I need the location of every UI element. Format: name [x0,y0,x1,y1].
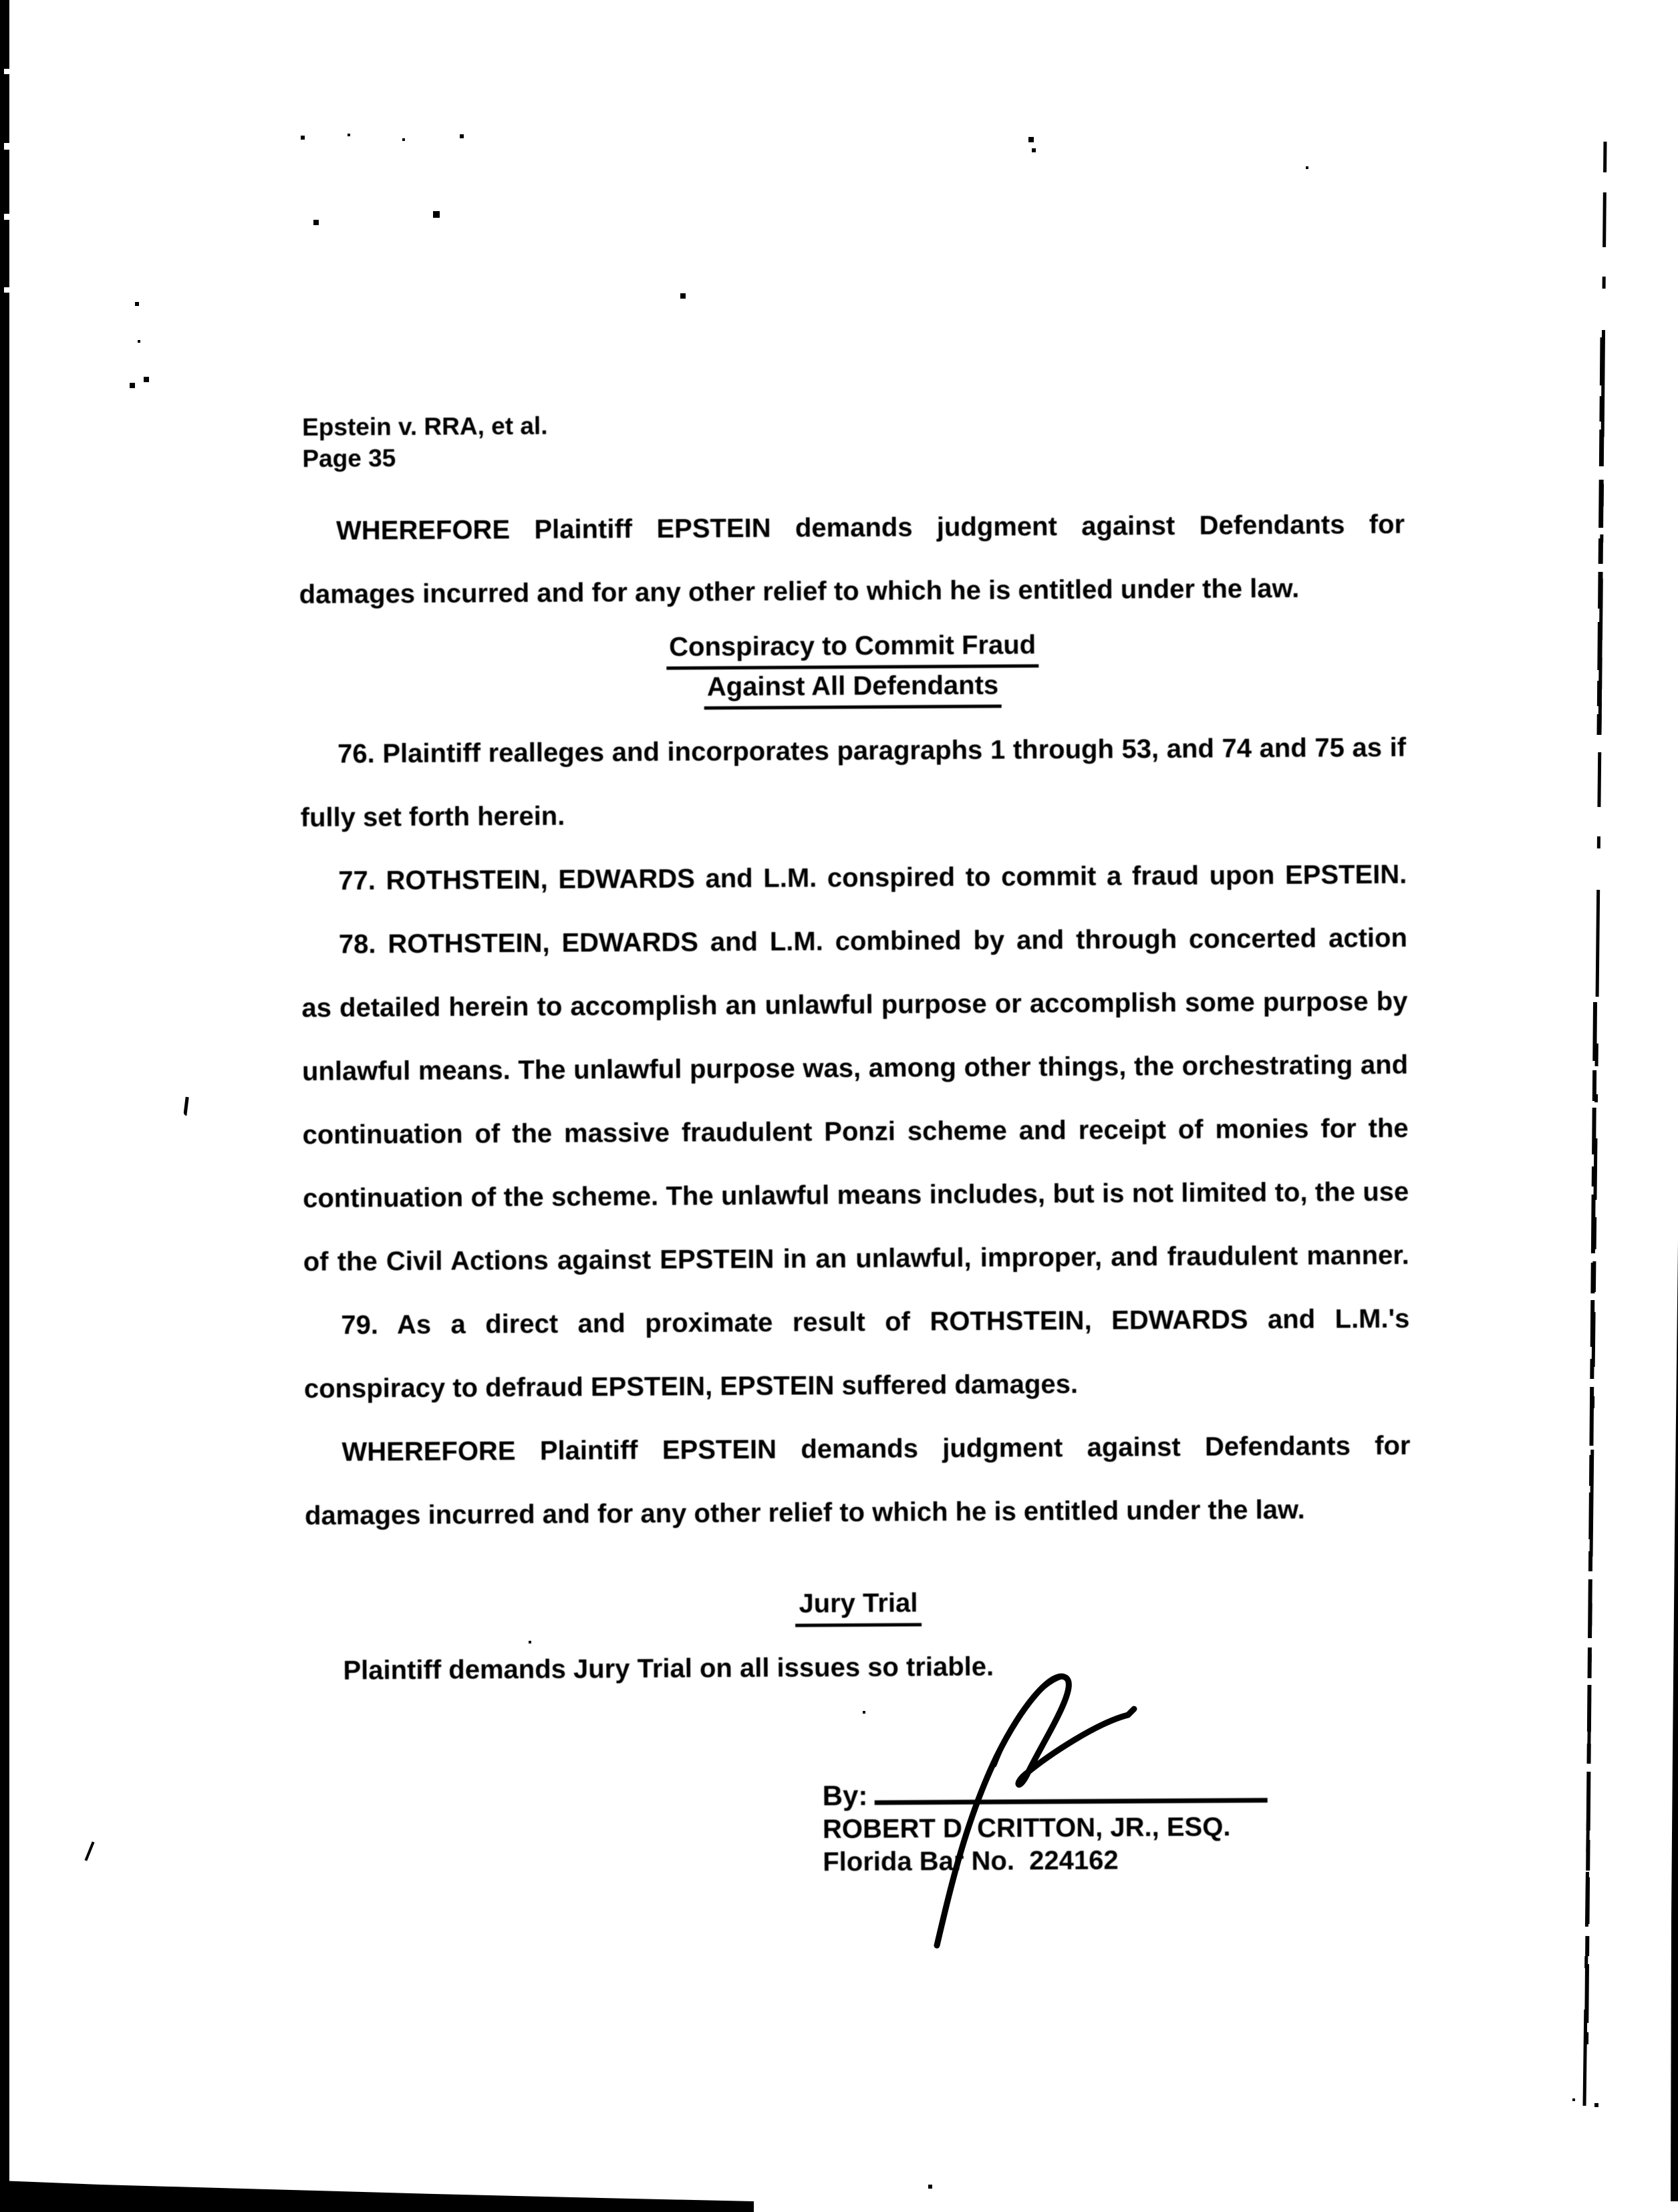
jury-trial-heading: Jury Trial [305,1583,1411,1630]
florida-bar-number: Florida Bar No. 224162 [823,1845,1119,1877]
by-label: By: [822,1779,868,1812]
count-heading-line1: Conspiracy to Commit Fraud [666,627,1038,669]
attorney-name: ROBERT D. CRITTON, JR., ESQ. [822,1812,1231,1845]
paragraph-wherefore-1: WHEREFORE Plaintiff EPSTEIN demands judgment against Defendants for damages incurred and for any other relief to which he is entitled under the law. [299,509,1405,609]
paragraph-79: 79. As a direct and proximate result of ROTHSTEIN, EDWARDS and L.M.'s conspiracy to defraud EPSTEIN, EPSTEIN suffered damages. [303,1303,1410,1404]
paragraph-wherefore-2: WHEREFORE Plaintiff EPSTEIN demands judgment against Defendants for damages incurred and for any other relief to which he is entitled under the law. [304,1430,1411,1531]
count-heading-line2: Against All Defendants [704,668,1002,710]
paragraph-77: 77. ROTHSTEIN, EDWARDS and L.M. conspired to commit a fraud upon EPSTEIN. [338,859,1407,896]
paragraph-76: 76. Plaintiff realleges and incorporates paragraphs 1 through 53, and 74 and 75 as if fully set forth herein. [300,732,1407,832]
paragraph-78: 78. ROTHSTEIN, EDWARDS and L.M. combined by and through concerted action as detailed herein to accomplish an unlawful purpose or accomplish some purpose by unlawful means. The unlawful purpose was, among other things, the orchestrating and continuation of the massive fraudulent Ponzi scheme and receipt of monies for the continuation of the scheme. The unlawful means includes, but is not limited to, the use of the Civil Actions against EPSTEIN in an unlawful, improper, and fraudulent manner. [301,923,1409,1277]
page-number: Page 35 [302,444,396,472]
case-caption: Epstein v. RRA, et al. [302,412,548,441]
jury-demand-paragraph: Plaintiff demands Jury Trial on all issues so triable. [343,1651,994,1686]
